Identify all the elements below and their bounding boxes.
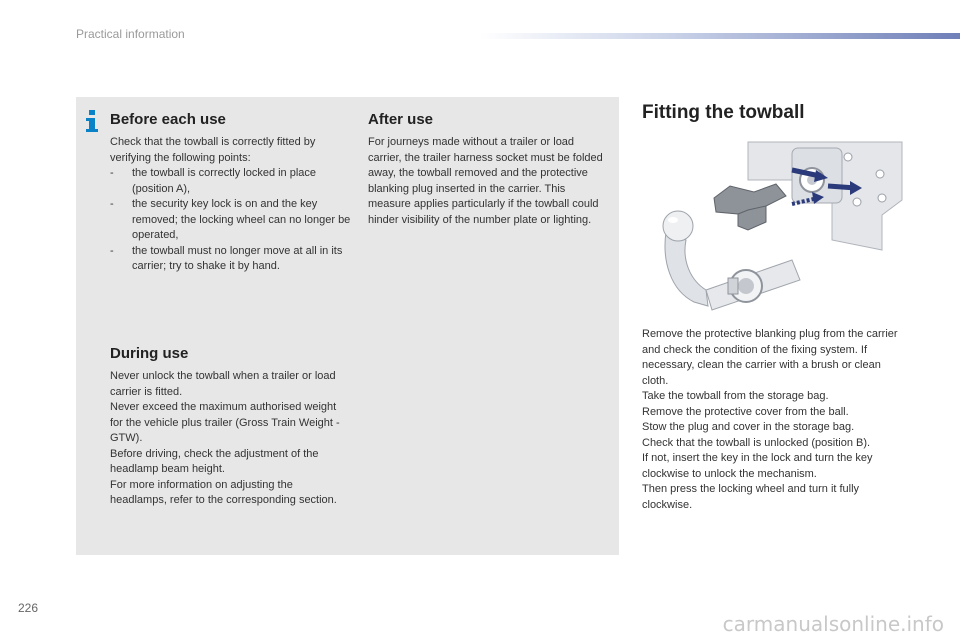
during-use-paragraph: Never exceed the maximum authorised weight for the vehicle plus trailer (Gross Train Weight - GTW). bbox=[110, 401, 340, 444]
header-title: Practical information bbox=[76, 27, 185, 41]
fitting-paragraph: Stow the plug and cover in the storage bag. bbox=[642, 421, 855, 433]
fitting-paragraph: Then press the locking wheel and turn it fully clockwise. bbox=[642, 483, 860, 511]
header-bar bbox=[480, 33, 960, 39]
list-item: - the towball is correctly locked in place (position A), bbox=[110, 166, 358, 197]
before-each-use-intro: Check that the towball is correctly fitted by verifying the following points: bbox=[110, 136, 316, 164]
fitting-paragraph: Check that the towball is unlocked (position B). bbox=[642, 436, 871, 449]
before-each-use-heading: Before each use bbox=[110, 111, 226, 128]
during-use-paragraph: Before driving, check the adjustment of the headlamp beam height. bbox=[110, 447, 319, 475]
fitting-paragraph: Remove the protective blanking plug from the carrier and check the condition of the fixing system. If necessary, clean the carrier with a brush or clean cloth. bbox=[642, 328, 898, 387]
after-use-heading: After use bbox=[368, 111, 434, 128]
fitting-paragraph: If not, insert the key in the lock and turn the key clockwise to unlock the mechanism. bbox=[642, 452, 873, 480]
during-use-body bbox=[110, 369, 350, 509]
after-use-body bbox=[368, 135, 604, 228]
before-each-use-list bbox=[110, 166, 358, 275]
watermark: carmanualsonline.info bbox=[722, 612, 944, 636]
list-item: - the towball must no longer move at all in its carrier; try to shake it by hand. bbox=[110, 244, 358, 275]
fitting-paragraph: Take the towball from the storage bag. bbox=[642, 390, 829, 402]
fitting-paragraph: Remove the protective cover from the ball. bbox=[642, 405, 849, 418]
fitting-towball-heading: Fitting the towball bbox=[642, 102, 805, 123]
list-item: - the security key lock is on and the key removed; the locking wheel can no longer be operated, bbox=[110, 197, 358, 244]
during-use-heading: During use bbox=[110, 345, 189, 362]
during-use-paragraph: Never unlock the towball when a trailer or load carrier is fitted. bbox=[110, 370, 336, 398]
during-use-paragraph: For more information on adjusting the headlamps, refer to the corresponding section. bbox=[110, 478, 337, 506]
fitting-towball-body bbox=[642, 327, 904, 513]
page-number: 226 bbox=[18, 601, 39, 615]
before-each-use-body bbox=[110, 135, 358, 275]
after-use-paragraph: For journeys made without a trailer or load carrier, the trailer harness socket must be folded away, the towball removed and the protective blanking plug inserted in the carrier. This measure applies particularly if the towball could hinder visibility of the number plate or lighting. bbox=[368, 136, 603, 226]
info-icon bbox=[84, 109, 100, 133]
towball-illustration bbox=[642, 140, 904, 315]
